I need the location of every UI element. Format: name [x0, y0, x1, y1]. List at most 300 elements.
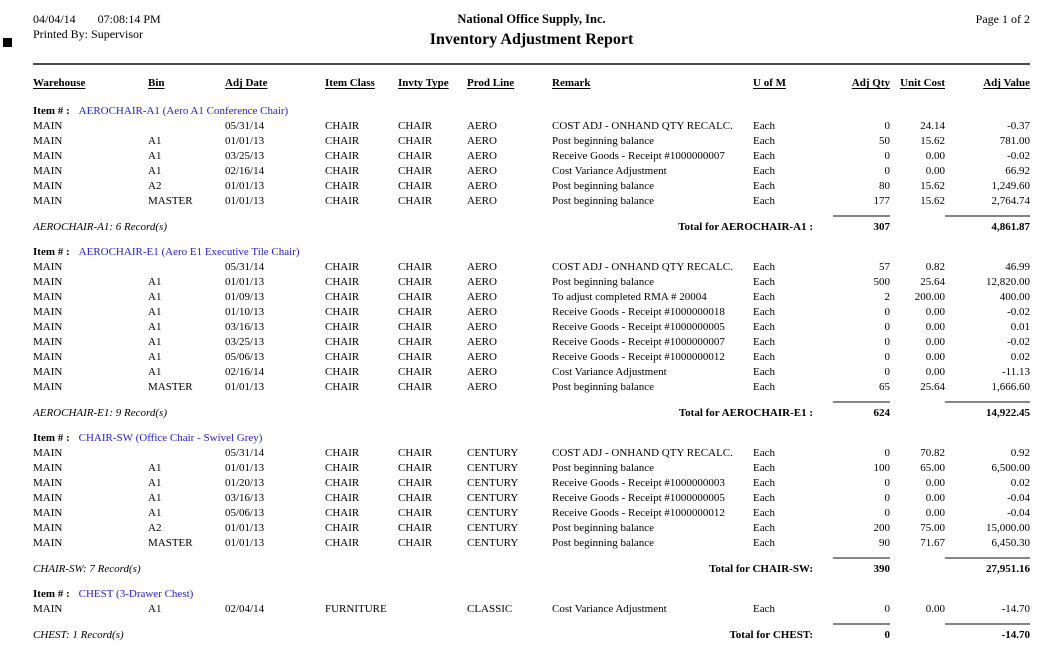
cell-remark: Receive Goods - Receipt #1000000012: [552, 507, 725, 519]
column-header-adj-qty: Adj Qty: [851, 77, 890, 89]
cell-item-class: CHAIR: [325, 366, 360, 378]
cell-adj-qty: 57: [879, 261, 890, 273]
cell-u-of-m: Each: [753, 336, 775, 348]
column-header-remark: Remark: [552, 77, 591, 89]
total-unit-cost-empty: [890, 624, 945, 643]
table-row: [33, 179, 1030, 194]
cell-adj-date: 01/01/13: [225, 462, 265, 474]
cell-u-of-m: Each: [753, 150, 775, 162]
cell-u-of-m: Each: [753, 276, 775, 288]
table-row: [33, 602, 1030, 617]
cell-item-class: CHAIR: [325, 381, 360, 393]
cell-remark: To adjust completed RMA # 20004: [552, 291, 707, 303]
cell-bin: A1: [148, 351, 162, 363]
cell-adj-date: 05/31/14: [225, 120, 265, 132]
cell-u-of-m: Each: [753, 507, 775, 519]
cell-adj-qty: 0: [884, 120, 890, 132]
cell-warehouse: MAIN: [33, 336, 63, 348]
cell-remark: Cost Variance Adjustment: [552, 165, 667, 177]
cell-warehouse: MAIN: [33, 351, 63, 363]
cell-adj-qty: 0: [884, 306, 890, 318]
print-date: 04/04/14: [33, 12, 76, 26]
cell-u-of-m: Each: [753, 522, 775, 534]
cell-prod-line: CLASSIC: [467, 603, 513, 615]
cell-unit-cost: 65.00: [920, 462, 945, 474]
cell-prod-line: AERO: [467, 150, 497, 162]
cell-adj-date: 01/01/13: [225, 537, 265, 549]
spacer-row: [33, 617, 1030, 624]
record-count: AEROCHAIR-A1: 6 Record(s): [33, 221, 167, 233]
table-row: [33, 380, 1030, 395]
table-row: [33, 149, 1030, 164]
cell-warehouse: MAIN: [33, 462, 63, 474]
cell-bin: A1: [148, 135, 162, 147]
cell-unit-cost: 0.00: [925, 336, 945, 348]
table-row: [33, 119, 1030, 134]
cell-adj-value: -0.04: [1007, 492, 1030, 504]
print-time: 07:08:14 PM: [97, 12, 161, 26]
table-row: [33, 461, 1030, 476]
cell-adj-date: 01/01/13: [225, 180, 265, 192]
cell-unit-cost: 25.64: [920, 381, 945, 393]
cell-invty-type: CHAIR: [398, 462, 433, 474]
cell-adj-date: 03/25/13: [225, 336, 265, 348]
cell-adj-qty: 0: [884, 603, 890, 615]
cell-unit-cost: 0.00: [925, 321, 945, 333]
item-group-header: [33, 577, 1030, 602]
cell-invty-type: CHAIR: [398, 321, 433, 333]
cell-remark: COST ADJ - ONHAND QTY RECALC.: [552, 120, 733, 132]
cell-invty-type: CHAIR: [398, 522, 433, 534]
cell-bin: A1: [148, 336, 162, 348]
cell-adj-date: 05/06/13: [225, 507, 265, 519]
cell-u-of-m: Each: [753, 462, 775, 474]
cell-adj-date: 02/16/14: [225, 165, 265, 177]
cell-unit-cost: 0.00: [925, 366, 945, 378]
group-total-row: [33, 558, 1030, 577]
table-row: [33, 194, 1030, 209]
cell-unit-cost: 0.00: [925, 477, 945, 489]
cell-warehouse: MAIN: [33, 195, 63, 207]
column-header-warehouse: Warehouse: [33, 77, 86, 89]
cell-unit-cost: 0.00: [925, 165, 945, 177]
cell-prod-line: AERO: [467, 180, 497, 192]
table-row: [33, 260, 1030, 275]
total-label: Total for AEROCHAIR-E1 :: [678, 407, 813, 419]
cell-adj-value: 12,820.00: [986, 276, 1030, 288]
cell-bin: [148, 446, 225, 461]
cell-u-of-m: Each: [753, 135, 775, 147]
cell-item-class: CHAIR: [325, 522, 360, 534]
cell-warehouse: MAIN: [33, 276, 63, 288]
cell-adj-value: 781.00: [999, 135, 1030, 147]
cell-bin: A1: [148, 507, 162, 519]
item-link[interactable]: CHEST (3-Drawer Chest): [78, 588, 194, 600]
cell-u-of-m: Each: [753, 537, 775, 549]
record-count: CHAIR-SW: 7 Record(s): [33, 563, 141, 575]
cell-remark: Receive Goods - Receipt #1000000003: [552, 477, 725, 489]
cell-bin: A1: [148, 492, 162, 504]
cell-unit-cost: 0.00: [925, 150, 945, 162]
cell-invty-type: CHAIR: [398, 165, 433, 177]
cell-unit-cost: 70.82: [920, 447, 945, 459]
cell-unit-cost: 0.00: [925, 492, 945, 504]
report-body: [33, 94, 1030, 643]
report-title: Inventory Adjustment Report: [429, 31, 634, 48]
cell-adj-value: -11.13: [1001, 366, 1030, 378]
cell-adj-date: 02/04/14: [225, 603, 265, 615]
cell-prod-line: AERO: [467, 351, 497, 363]
cell-remark: Post beginning balance: [552, 522, 655, 534]
cell-adj-qty: 0: [884, 321, 890, 333]
table-row: [33, 446, 1030, 461]
cell-adj-value: 6,500.00: [991, 462, 1030, 474]
cell-bin: A1: [148, 306, 162, 318]
cell-invty-type: CHAIR: [398, 447, 433, 459]
group-total-row: [33, 624, 1030, 643]
cell-adj-qty: 100: [873, 462, 890, 474]
cell-adj-value: 46.99: [1005, 261, 1030, 273]
cell-invty-type: CHAIR: [398, 477, 433, 489]
cell-bin: MASTER: [148, 195, 193, 207]
printed-by-value: Supervisor: [91, 27, 144, 41]
cell-item-class: CHAIR: [325, 195, 360, 207]
item-group-header: [33, 421, 1030, 446]
cell-warehouse: MAIN: [33, 150, 63, 162]
cell-prod-line: CENTURY: [467, 477, 519, 489]
item-group-header: [33, 94, 1030, 119]
cell-warehouse: MAIN: [33, 522, 63, 534]
cell-adj-value: -0.02: [1007, 150, 1030, 162]
cell-adj-qty: 500: [873, 276, 890, 288]
cell-u-of-m: Each: [753, 195, 775, 207]
cell-invty-type: CHAIR: [398, 507, 433, 519]
cell-bin: A1: [148, 276, 162, 288]
cell-adj-qty: 65: [879, 381, 890, 393]
cell-remark: Post beginning balance: [552, 462, 655, 474]
cell-adj-date: 01/10/13: [225, 306, 265, 318]
cell-adj-value: 6,450.30: [991, 537, 1030, 549]
cell-u-of-m: Each: [753, 366, 775, 378]
cell-adj-date: 01/01/13: [225, 276, 265, 288]
table-row: [33, 536, 1030, 551]
cell-u-of-m: Each: [753, 291, 775, 303]
total-adj-qty: 0: [833, 624, 890, 643]
spacer-row: [33, 395, 1030, 402]
cell-warehouse: MAIN: [33, 306, 63, 318]
cell-adj-date: 01/09/13: [225, 291, 265, 303]
record-count: AEROCHAIR-E1: 9 Record(s): [33, 407, 167, 419]
cell-adj-qty: 200: [873, 522, 890, 534]
cell-warehouse: MAIN: [33, 477, 63, 489]
table-row: [33, 320, 1030, 335]
cell-adj-value: 1,666.60: [991, 381, 1030, 393]
cell-warehouse: MAIN: [33, 120, 63, 132]
cell-adj-qty: 0: [884, 165, 890, 177]
cell-adj-qty: 0: [884, 150, 890, 162]
cell-u-of-m: Each: [753, 180, 775, 192]
cell-remark: Post beginning balance: [552, 537, 655, 549]
cell-adj-qty: 2: [884, 291, 890, 303]
column-header-adj-value: Adj Value: [983, 77, 1030, 89]
cell-unit-cost: 200.00: [914, 291, 945, 303]
column-header-u-of-m: U of M: [753, 77, 786, 89]
cell-adj-value: -0.02: [1007, 336, 1030, 348]
cell-remark: Post beginning balance: [552, 135, 655, 147]
cell-remark: Post beginning balance: [552, 180, 655, 192]
cell-prod-line: AERO: [467, 381, 497, 393]
table-row: [33, 164, 1030, 179]
cell-warehouse: MAIN: [33, 447, 63, 459]
cell-item-class: CHAIR: [325, 120, 360, 132]
cell-invty-type: CHAIR: [398, 351, 433, 363]
cell-bin: A1: [148, 603, 162, 615]
cell-prod-line: AERO: [467, 165, 497, 177]
group-total-row: [33, 216, 1030, 235]
total-unit-cost-empty: [890, 558, 945, 577]
table-row: [33, 365, 1030, 380]
record-count: CHEST: 1 Record(s): [33, 629, 124, 641]
total-label: Total for CHEST:: [729, 629, 813, 641]
cell-bin: A2: [148, 522, 162, 534]
page-indicator: Page 1 of 2: [975, 12, 1030, 26]
cell-adj-value: 0.02: [1010, 477, 1030, 489]
cell-unit-cost: 0.82: [925, 261, 945, 273]
cell-unit-cost: 0.00: [925, 351, 945, 363]
cell-adj-date: 02/16/14: [225, 366, 265, 378]
table-row: [33, 275, 1030, 290]
cell-prod-line: CENTURY: [467, 462, 519, 474]
total-label: Total for AEROCHAIR-A1 :: [678, 221, 813, 233]
page-edge-mark: [3, 38, 12, 47]
cell-item-class: CHAIR: [325, 321, 360, 333]
cell-warehouse: MAIN: [33, 261, 63, 273]
table-row: [33, 476, 1030, 491]
cell-adj-qty: 0: [884, 492, 890, 504]
cell-item-class: CHAIR: [325, 276, 360, 288]
cell-unit-cost: 0.00: [925, 306, 945, 318]
cell-prod-line: AERO: [467, 306, 497, 318]
table-row: [33, 521, 1030, 536]
cell-u-of-m: Each: [753, 321, 775, 333]
cell-prod-line: AERO: [467, 321, 497, 333]
cell-invty-type: CHAIR: [398, 366, 433, 378]
column-header-adj-date: Adj Date: [225, 77, 268, 89]
cell-invty-type: CHAIR: [398, 276, 433, 288]
cell-adj-value: -14.70: [1001, 603, 1030, 615]
cell-adj-date: 05/31/14: [225, 261, 265, 273]
cell-adj-value: 15,000.00: [986, 522, 1030, 534]
table-row: [33, 506, 1030, 521]
report-table: [33, 65, 1030, 643]
table-row: [33, 491, 1030, 506]
item-link[interactable]: AEROCHAIR-E1 (Aero E1 Executive Tile Chair): [78, 246, 300, 258]
cell-adj-value: 1,249.60: [991, 180, 1030, 192]
cell-bin: MASTER: [148, 381, 193, 393]
cell-adj-value: 2,764.74: [991, 195, 1030, 207]
cell-u-of-m: Each: [753, 492, 775, 504]
cell-adj-date: 03/25/13: [225, 150, 265, 162]
item-number-label: Item # :: [33, 432, 70, 444]
table-row: [33, 335, 1030, 350]
cell-bin: MASTER: [148, 537, 193, 549]
column-header-invty-type: Invty Type: [398, 77, 449, 89]
cell-warehouse: MAIN: [33, 165, 63, 177]
cell-unit-cost: 15.62: [920, 195, 945, 207]
cell-item-class: CHAIR: [325, 492, 360, 504]
item-group-header: [33, 235, 1030, 260]
cell-adj-value: -0.02: [1007, 306, 1030, 318]
cell-invty-type: CHAIR: [398, 195, 433, 207]
cell-item-class: CHAIR: [325, 291, 360, 303]
cell-invty-type: CHAIR: [398, 381, 433, 393]
cell-warehouse: MAIN: [33, 135, 63, 147]
cell-invty-type: CHAIR: [398, 150, 433, 162]
cell-adj-date: 05/06/13: [225, 351, 265, 363]
cell-adj-qty: 0: [884, 507, 890, 519]
cell-unit-cost: 0.00: [925, 603, 945, 615]
cell-adj-date: 03/16/13: [225, 492, 265, 504]
printed-by-label: Printed By:: [33, 27, 89, 41]
cell-remark: COST ADJ - ONHAND QTY RECALC.: [552, 261, 733, 273]
cell-remark: Receive Goods - Receipt #1000000007: [552, 150, 725, 162]
cell-invty-type: CHAIR: [398, 261, 433, 273]
spacer-row: [33, 209, 1030, 216]
cell-remark: Receive Goods - Receipt #1000000005: [552, 321, 725, 333]
item-link[interactable]: AEROCHAIR-A1 (Aero A1 Conference Chair): [78, 105, 289, 117]
cell-prod-line: AERO: [467, 336, 497, 348]
cell-adj-qty: 0: [884, 447, 890, 459]
cell-u-of-m: Each: [753, 120, 775, 132]
item-link[interactable]: CHAIR-SW (Office Chair - Swivel Grey): [78, 432, 263, 444]
cell-adj-value: -0.37: [1007, 120, 1030, 132]
cell-adj-qty: 0: [884, 366, 890, 378]
cell-adj-date: 03/16/13: [225, 321, 265, 333]
cell-item-class: CHAIR: [325, 150, 360, 162]
cell-warehouse: MAIN: [33, 537, 63, 549]
report-header: [33, 12, 1030, 61]
total-adj-value: 27,951.16: [945, 558, 1030, 577]
cell-prod-line: CENTURY: [467, 522, 519, 534]
cell-invty-type: CHAIR: [398, 291, 433, 303]
column-header-unit-cost: Unit Cost: [900, 77, 945, 89]
cell-remark: Receive Goods - Receipt #1000000005: [552, 492, 725, 504]
cell-invty-type: CHAIR: [398, 336, 433, 348]
cell-item-class: CHAIR: [325, 477, 360, 489]
cell-unit-cost: 15.62: [920, 180, 945, 192]
cell-adj-qty: 177: [873, 195, 890, 207]
cell-bin: A1: [148, 321, 162, 333]
cell-prod-line: AERO: [467, 261, 497, 273]
cell-remark: Cost Variance Adjustment: [552, 366, 667, 378]
cell-unit-cost: 0.00: [925, 507, 945, 519]
cell-adj-qty: 90: [879, 537, 890, 549]
cell-bin: A1: [148, 462, 162, 474]
cell-invty-type: CHAIR: [398, 120, 433, 132]
cell-remark: Receive Goods - Receipt #1000000018: [552, 306, 725, 318]
total-unit-cost-empty: [890, 216, 945, 235]
cell-remark: Post beginning balance: [552, 381, 655, 393]
total-adj-value: -14.70: [945, 624, 1030, 643]
group-total-row: [33, 402, 1030, 421]
cell-warehouse: MAIN: [33, 321, 63, 333]
cell-prod-line: AERO: [467, 195, 497, 207]
cell-warehouse: MAIN: [33, 381, 63, 393]
cell-bin: A2: [148, 180, 162, 192]
column-header-row: [33, 65, 1030, 94]
cell-unit-cost: 75.00: [920, 522, 945, 534]
cell-adj-date: 01/20/13: [225, 477, 265, 489]
cell-remark: Receive Goods - Receipt #1000000007: [552, 336, 725, 348]
cell-adj-date: 05/31/14: [225, 447, 265, 459]
cell-u-of-m: Each: [753, 447, 775, 459]
item-number-label: Item # :: [33, 246, 70, 258]
cell-warehouse: MAIN: [33, 492, 63, 504]
cell-bin: A1: [148, 366, 162, 378]
cell-adj-value: 0.02: [1010, 351, 1030, 363]
cell-adj-value: 400.00: [999, 291, 1030, 303]
cell-u-of-m: Each: [753, 165, 775, 177]
cell-adj-value: -0.04: [1007, 507, 1030, 519]
cell-prod-line: CENTURY: [467, 537, 519, 549]
cell-remark: Post beginning balance: [552, 276, 655, 288]
cell-adj-value: 66.92: [1005, 165, 1030, 177]
total-adj-qty: 390: [833, 558, 890, 577]
cell-prod-line: AERO: [467, 291, 497, 303]
cell-bin: [148, 260, 225, 275]
cell-invty-type: CHAIR: [398, 537, 433, 549]
column-header-item-class: Item Class: [325, 77, 375, 89]
cell-item-class: CHAIR: [325, 261, 360, 273]
cell-prod-line: CENTURY: [467, 507, 519, 519]
item-number-label: Item # :: [33, 105, 70, 117]
cell-warehouse: MAIN: [33, 366, 63, 378]
cell-warehouse: MAIN: [33, 291, 63, 303]
cell-item-class: CHAIR: [325, 306, 360, 318]
cell-invty-type: CHAIR: [398, 492, 433, 504]
cell-adj-qty: 0: [884, 336, 890, 348]
item-number-label: Item # :: [33, 588, 70, 600]
column-header-prod-line: Prod Line: [467, 77, 515, 89]
cell-unit-cost: 71.67: [920, 537, 945, 549]
cell-item-class: CHAIR: [325, 135, 360, 147]
cell-item-class: CHAIR: [325, 351, 360, 363]
cell-item-class: CHAIR: [325, 507, 360, 519]
cell-prod-line: CENTURY: [467, 447, 519, 459]
cell-adj-date: 01/01/13: [225, 522, 265, 534]
cell-bin: A1: [148, 165, 162, 177]
total-adj-qty: 624: [833, 402, 890, 421]
cell-unit-cost: 15.62: [920, 135, 945, 147]
cell-adj-date: 01/01/13: [225, 135, 265, 147]
total-adj-value: 14,922.45: [945, 402, 1030, 421]
cell-warehouse: MAIN: [33, 507, 63, 519]
cell-warehouse: MAIN: [33, 180, 63, 192]
cell-adj-value: 0.92: [1010, 447, 1030, 459]
cell-remark: Post beginning balance: [552, 195, 655, 207]
cell-item-class: CHAIR: [325, 180, 360, 192]
cell-remark: COST ADJ - ONHAND QTY RECALC.: [552, 447, 733, 459]
cell-remark: Receive Goods - Receipt #1000000012: [552, 351, 725, 363]
spacer-row: [33, 551, 1030, 558]
cell-adj-date: 01/01/13: [225, 195, 265, 207]
cell-warehouse: MAIN: [33, 603, 63, 615]
cell-adj-qty: 80: [879, 180, 890, 192]
company-name: National Office Supply, Inc.: [457, 12, 606, 26]
cell-bin: A1: [148, 477, 162, 489]
cell-prod-line: CENTURY: [467, 492, 519, 504]
cell-prod-line: AERO: [467, 276, 497, 288]
